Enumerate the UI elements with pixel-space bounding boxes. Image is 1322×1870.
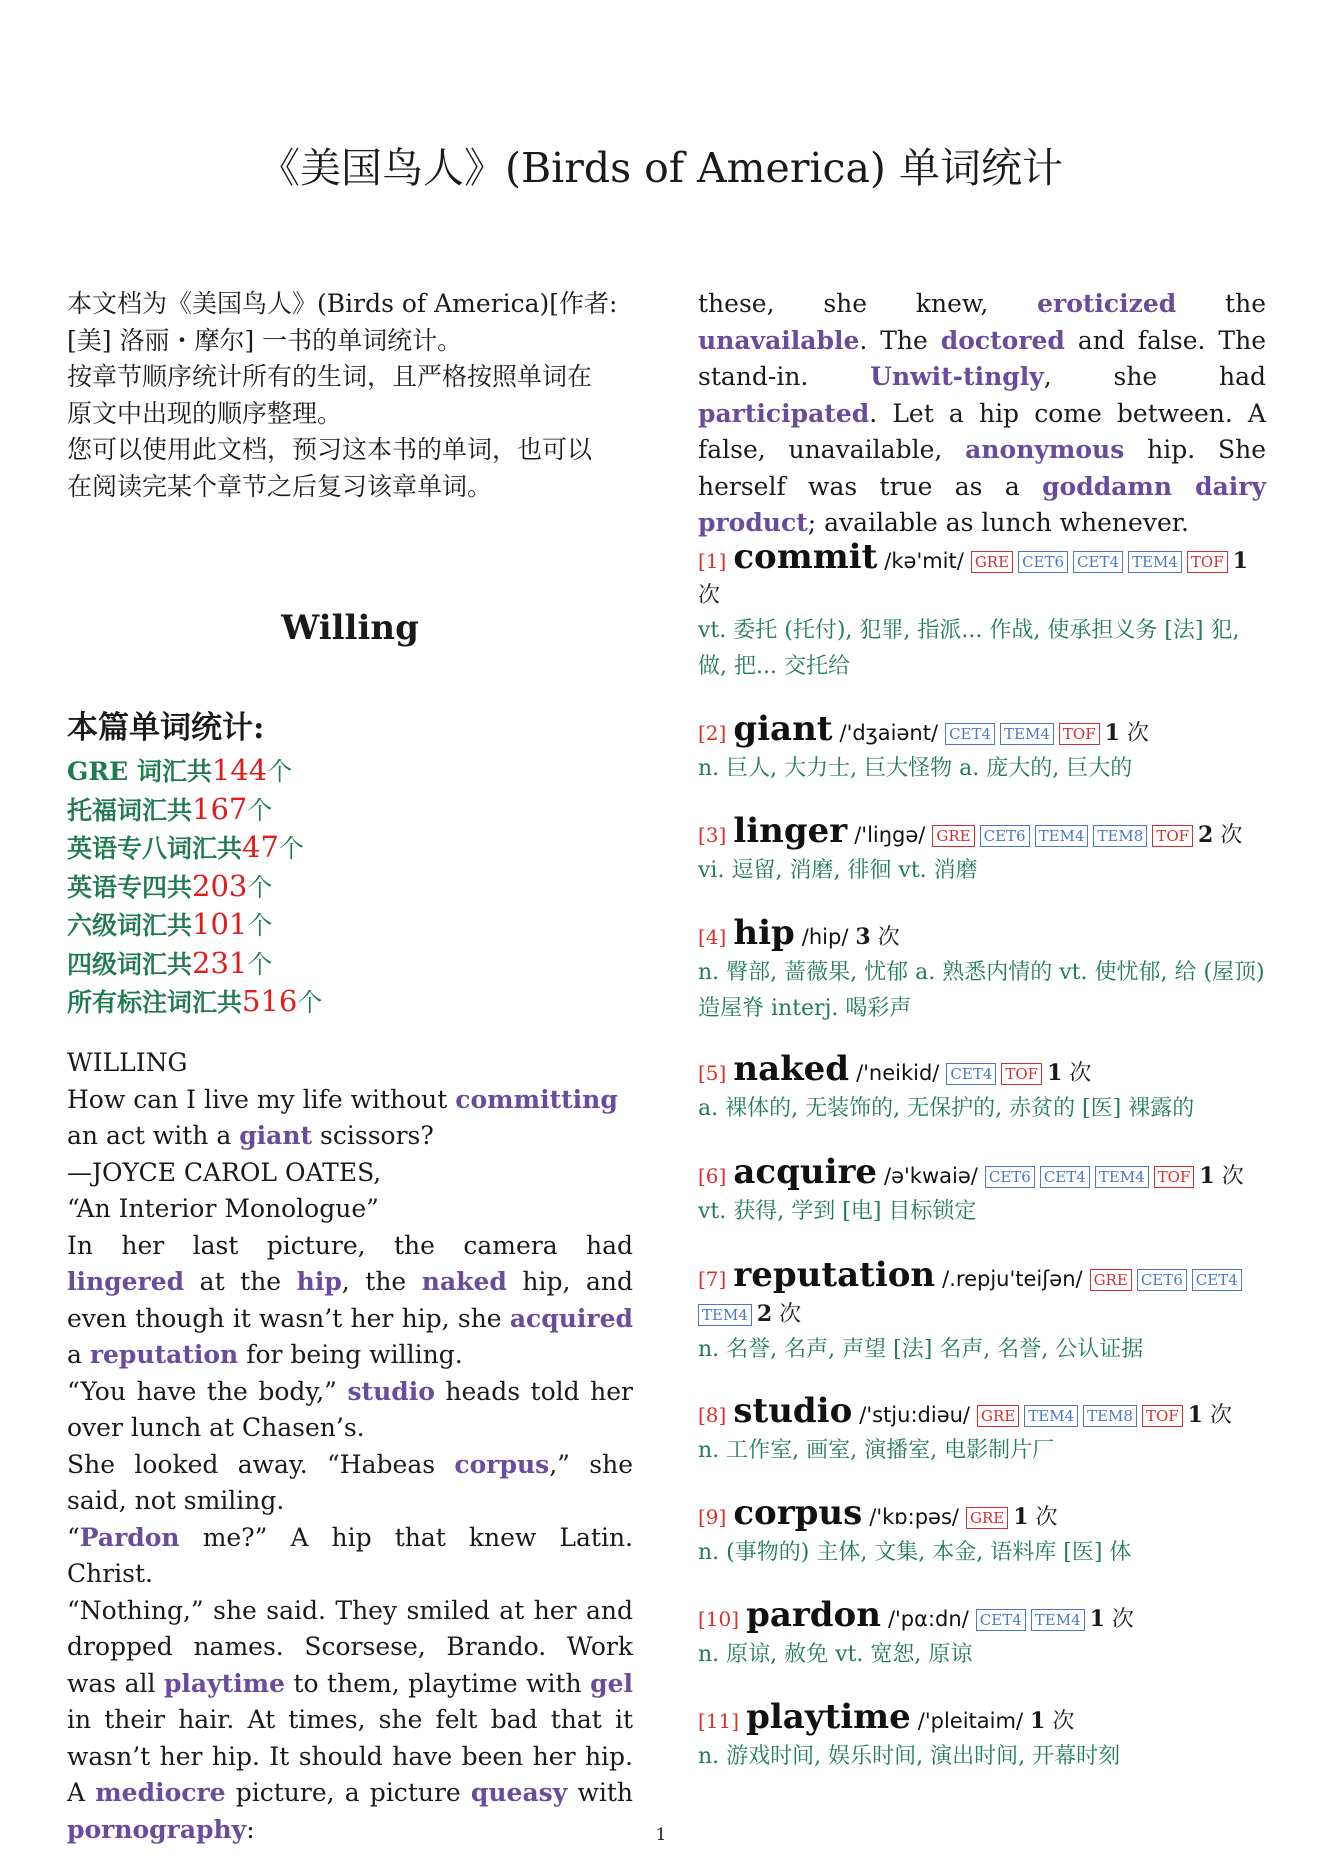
exam-tag-badge: TEM4 [1035, 825, 1089, 847]
entry-count: 1 [1187, 1402, 1203, 1428]
keyword: unavailable [698, 325, 860, 355]
keyword: goddamn dairy product [698, 471, 1266, 537]
stat-unit: 个 [247, 949, 273, 979]
exam-tag-badge: TEM4 [1000, 723, 1054, 745]
entry-phonetic: /'kɒ:pəs/ [869, 1505, 959, 1529]
keyword: lingered [67, 1267, 185, 1296]
exam-tag-badge: GRE [932, 825, 974, 847]
entry-count-unit: 次 [1220, 823, 1243, 848]
stat-count: 101 [192, 907, 248, 941]
keyword: acquired [509, 1303, 633, 1333]
stat-count: 516 [242, 984, 298, 1018]
exam-tag-badge: TOF [1001, 1063, 1042, 1085]
stat-row [67, 752, 322, 791]
entry-index: [4] [698, 925, 727, 949]
entry-word: studio [733, 1391, 853, 1431]
stat-unit: 个 [247, 911, 273, 940]
paragraph: “Pardon me?” A hip that knew Latin. Christ. [67, 1522, 633, 1588]
vocab-entry-header [698, 1595, 1266, 1637]
chapter-title: Willing [281, 608, 419, 648]
entry-count-unit: 次 [1126, 721, 1149, 746]
keyword: queasy [470, 1778, 568, 1807]
intro-line: [美] 洛丽・摩尔] 一书的单词统计。 [67, 325, 463, 355]
entry-definition: n. 巨人, 大力士, 巨大怪物 a. 庞大的, 巨大的 [698, 756, 1133, 781]
stat-row [67, 829, 322, 868]
entry-count: 1 [1030, 1708, 1046, 1734]
entry-count-unit: 次 [877, 925, 900, 950]
stat-label: 托福词汇共 [67, 795, 193, 825]
entry-index: [10] [698, 1607, 740, 1631]
entry-index: [2] [698, 721, 727, 745]
keyword: committing [455, 1084, 618, 1114]
stat-row [67, 868, 322, 907]
exam-tag-badge: GRE [971, 551, 1013, 573]
entry-count: 1 [1013, 1504, 1029, 1530]
entry-index: [9] [698, 1505, 727, 1529]
entry-definition: vi. 逗留, 消磨, 徘徊 vt. 消磨 [698, 858, 978, 883]
vocab-entry-header [698, 1049, 1266, 1091]
entry-count: 2 [756, 1301, 773, 1327]
story-text-left [67, 1045, 633, 1848]
stat-count: 167 [192, 791, 248, 826]
entry-word: giant [733, 709, 833, 749]
stat-unit: 个 [297, 988, 323, 1017]
stat-label: 六级词汇共 [67, 911, 193, 940]
exam-tag-badge: CET4 [1040, 1166, 1090, 1188]
entry-count: 3 [855, 924, 871, 950]
vocab-entry [698, 1493, 1266, 1571]
entry-definition: n. (事物的) 主体, 文集, 本金, 语料库 [医] 体 [698, 1540, 1132, 1565]
entry-index: [5] [698, 1061, 727, 1085]
epigraph-quote: How can I live my life without committing an act with a giant scissors? [67, 1084, 618, 1150]
entry-index: [1] [698, 549, 727, 573]
entry-phonetic: /'neikid/ [856, 1061, 940, 1085]
entry-count: 1 [1232, 548, 1248, 574]
entry-word: reputation [733, 1255, 936, 1295]
entry-count-unit: 次 [1035, 1505, 1058, 1530]
paragraph: “You have the body,” studio heads told her over lunch at Chasen’s. [67, 1376, 634, 1442]
stat-label: 四级词汇共 [67, 949, 193, 979]
paragraph: these, she knew, eroticized the unavailable. The doctored and false. The stand-in. Unwit-tingly, she had participated. Let a hip come between. A false, unavailable, anonymous hip. She herself was true as a goddamn dairy product; available as lunch whenever. [698, 289, 1266, 537]
keyword: mediocre [95, 1778, 226, 1807]
entry-count-unit: 次 [1221, 1164, 1244, 1189]
entry-index: [3] [698, 823, 727, 847]
entry-definition: n. 原谅, 赦免 vt. 宽恕, 原谅 [698, 1642, 973, 1667]
entry-definition: n. 臀部, 蔷薇果, 忧郁 a. 熟悉内情的 vt. 使忧郁, 给 (屋顶) 造屋脊 interj. 喝彩声 [698, 960, 1265, 1021]
vocab-entry [698, 913, 1266, 1027]
entry-count: 1 [1104, 720, 1120, 746]
entry-word: corpus [733, 1493, 863, 1533]
intro-line: 按章节顺序统计所有的生词，且严格按照单词在 [67, 362, 593, 391]
exam-tag-badge: CET4 [945, 723, 995, 745]
stat-row [67, 983, 322, 1022]
entry-definition: vt. 获得, 学到 [电] 目标锁定 [698, 1199, 977, 1224]
entry-count: 1 [1199, 1163, 1215, 1189]
exam-tag-badge: CET4 [976, 1609, 1026, 1631]
intro-line: 原文中出现的顺序整理。 [67, 398, 343, 428]
keyword: eroticized [1037, 289, 1177, 318]
entry-count-unit: 次 [698, 583, 721, 608]
vocab-entry [698, 811, 1266, 889]
entry-count-unit: 次 [1209, 1403, 1232, 1428]
vocab-entry [698, 1595, 1266, 1673]
paragraph: She looked away. “Habeas corpus,” she said, not smiling. [67, 1449, 633, 1515]
stat-unit: 个 [247, 872, 273, 902]
entry-count: 2 [1198, 822, 1214, 848]
keyword: giant [239, 1121, 313, 1150]
exam-tag-badge: TEM8 [1083, 1405, 1137, 1427]
vocab-entry [698, 1255, 1266, 1368]
keyword: gel [590, 1668, 633, 1698]
vocab-entry-header [698, 913, 1266, 955]
stat-row [67, 906, 322, 945]
keyword: naked [421, 1267, 507, 1296]
vocab-entry [698, 1391, 1266, 1469]
keyword: Pardon [79, 1522, 180, 1552]
vocab-entry [698, 1697, 1266, 1775]
exam-tag-badge: GRE [1090, 1269, 1132, 1291]
entry-phonetic: /hip/ [801, 925, 849, 949]
keyword: corpus [454, 1449, 550, 1479]
entry-phonetic: /.repju'teiʃən/ [942, 1267, 1083, 1291]
entry-definition: n. 工作室, 画室, 演播室, 电影制片厂 [698, 1438, 1055, 1463]
exam-tag-badge: TEM4 [1128, 551, 1182, 573]
entry-count-unit: 次 [1052, 1709, 1075, 1734]
keyword: anonymous [965, 435, 1125, 464]
entry-definition: a. 裸体的, 无装饰的, 无保护的, 赤贫的 [医] 裸露的 [698, 1096, 1195, 1121]
stat-label: GRE 词汇共 [67, 757, 212, 786]
entry-word: pardon [746, 1595, 881, 1635]
stats-list [67, 752, 322, 1022]
intro-line: 本文档为《美国鸟人》(Birds of America)[作者: [67, 289, 618, 318]
entry-phonetic: /ə'kwaiə/ [884, 1164, 978, 1188]
entry-definition: n. 游戏时间, 娱乐时间, 演出时间, 开幕时刻 [698, 1744, 1121, 1769]
stats-heading: 本篇单词统计: [67, 710, 265, 746]
keyword: participated [698, 398, 870, 428]
vocab-entry-header [698, 537, 1266, 613]
entry-word: commit [733, 537, 878, 577]
exam-tag-badge: TEM4 [1024, 1405, 1078, 1427]
exam-tag-badge: CET4 [1192, 1269, 1242, 1291]
epigraph-source: “An Interior Monologue” [67, 1194, 379, 1223]
stat-label: 英语专八词汇共 [67, 834, 243, 863]
exam-tag-badge: TOF [1187, 551, 1228, 573]
exam-tag-badge: CET4 [946, 1063, 996, 1085]
keyword: Unwit-tingly [870, 362, 1044, 391]
entry-word: acquire [733, 1152, 878, 1192]
entry-index: [6] [698, 1164, 727, 1188]
exam-tag-badge: TEM8 [1093, 825, 1147, 847]
page-number: 1 [655, 1825, 667, 1845]
exam-tag-badge: GRE [977, 1405, 1019, 1427]
vocab-entry-header [698, 1493, 1266, 1535]
keyword: studio [347, 1376, 435, 1406]
vocab-entry-header [698, 811, 1266, 853]
stat-label: 所有标注词汇共 [67, 988, 243, 1017]
entry-definition: n. 名誉, 名声, 声望 [法] 名声, 名誉, 公认证据 [698, 1337, 1144, 1362]
entry-count-unit: 次 [1069, 1061, 1092, 1086]
keyword: reputation [89, 1340, 239, 1369]
stat-count: 47 [242, 830, 279, 864]
epigraph-author: —JOYCE CAROL OATES, [67, 1157, 382, 1187]
entry-phonetic: /'liŋgə/ [854, 823, 926, 847]
stat-count: 231 [192, 945, 248, 980]
entry-index: [11] [698, 1709, 740, 1733]
vocab-entry [698, 709, 1266, 787]
vocab-entry [698, 537, 1266, 685]
exam-tag-badge: TEM4 [698, 1304, 752, 1326]
entry-word: naked [733, 1049, 850, 1089]
exam-tag-badge: CET6 [1137, 1269, 1187, 1291]
entry-index: [7] [698, 1267, 727, 1291]
paragraph: In her last picture, the camera had lingered at the hip, the naked hip, and even though it wasn’t her hip, she acquired a reputation for being willing. [67, 1230, 633, 1369]
exam-tag-badge: CET4 [1073, 551, 1123, 573]
stat-label: 英语专四共 [67, 872, 193, 902]
keyword: doctored [940, 325, 1065, 355]
entry-word: linger [733, 811, 848, 851]
document-title: 《美国鸟人》(Birds of America) 单词统计 [259, 144, 1063, 192]
vocab-entry-header [698, 709, 1266, 751]
entry-phonetic: /'pleitaim/ [917, 1709, 1024, 1733]
vocab-entry-header [698, 1255, 1266, 1332]
stat-count: 144 [211, 753, 268, 787]
entry-index: [8] [698, 1403, 727, 1427]
vocab-entry-header [698, 1152, 1266, 1194]
entry-phonetic: /kə'mit/ [884, 549, 964, 573]
epigraph-heading: WILLING [67, 1048, 188, 1077]
entry-definition: vt. 委托 (托付), 犯罪, 指派... 作战, 使承担义务 [法] 犯, 做, 把... 交托给 [698, 618, 1240, 679]
entry-count-unit: 次 [1111, 1607, 1134, 1632]
exam-tag-badge: TOF [1059, 723, 1100, 745]
exam-tag-badge: TOF [1154, 1166, 1195, 1188]
stat-unit: 个 [278, 834, 304, 863]
stat-count: 203 [192, 868, 248, 903]
exam-tag-badge: CET6 [1018, 551, 1068, 573]
entry-word: hip [733, 913, 795, 953]
exam-tag-badge: GRE [966, 1507, 1008, 1529]
entry-phonetic: /'pα:dn/ [887, 1607, 969, 1631]
exam-tag-badge: TOF [1152, 825, 1193, 847]
exam-tag-badge: CET6 [985, 1166, 1035, 1188]
vocab-entry-header [698, 1697, 1266, 1739]
entry-count: 1 [1047, 1060, 1063, 1086]
exam-tag-badge: TEM4 [1095, 1166, 1149, 1188]
keyword: pornography [67, 1814, 247, 1844]
stat-row [67, 945, 322, 984]
entry-phonetic: /'stju:diəu/ [859, 1403, 970, 1427]
intro-line: 您可以使用此文档，预习这本书的单词，也可以 [67, 435, 593, 464]
exam-tag-badge: TOF [1142, 1405, 1183, 1427]
keyword: hip [296, 1267, 342, 1296]
vocab-entry-header [698, 1391, 1266, 1433]
exam-tag-badge: TEM4 [1031, 1609, 1085, 1631]
exam-tag-badge: CET6 [980, 825, 1030, 847]
intro-line: 在阅读完某个章节之后复习该章单词。 [67, 471, 493, 501]
intro-block [67, 286, 633, 505]
entry-count: 1 [1089, 1606, 1105, 1632]
entry-phonetic: /'dʒaiənt/ [839, 721, 939, 745]
entry-word: playtime [746, 1697, 911, 1737]
keyword: playtime [163, 1668, 286, 1698]
stat-unit: 个 [247, 795, 273, 825]
entry-count-unit: 次 [779, 1302, 802, 1327]
stat-row [67, 791, 322, 830]
paragraph: “Nothing,” she said. They smiled at her and dropped names. Scorsese, Brando. Work was all playtime to them, playtime with gel in their hair. At times, she felt bad that it wasn’t her hip. It should have been her hip. A mediocre picture, a picture queasy with pornography: [67, 1595, 633, 1844]
vocab-entry [698, 1152, 1266, 1230]
story-text-right [698, 286, 1266, 542]
stat-unit: 个 [267, 757, 293, 786]
vocab-entry [698, 1049, 1266, 1127]
